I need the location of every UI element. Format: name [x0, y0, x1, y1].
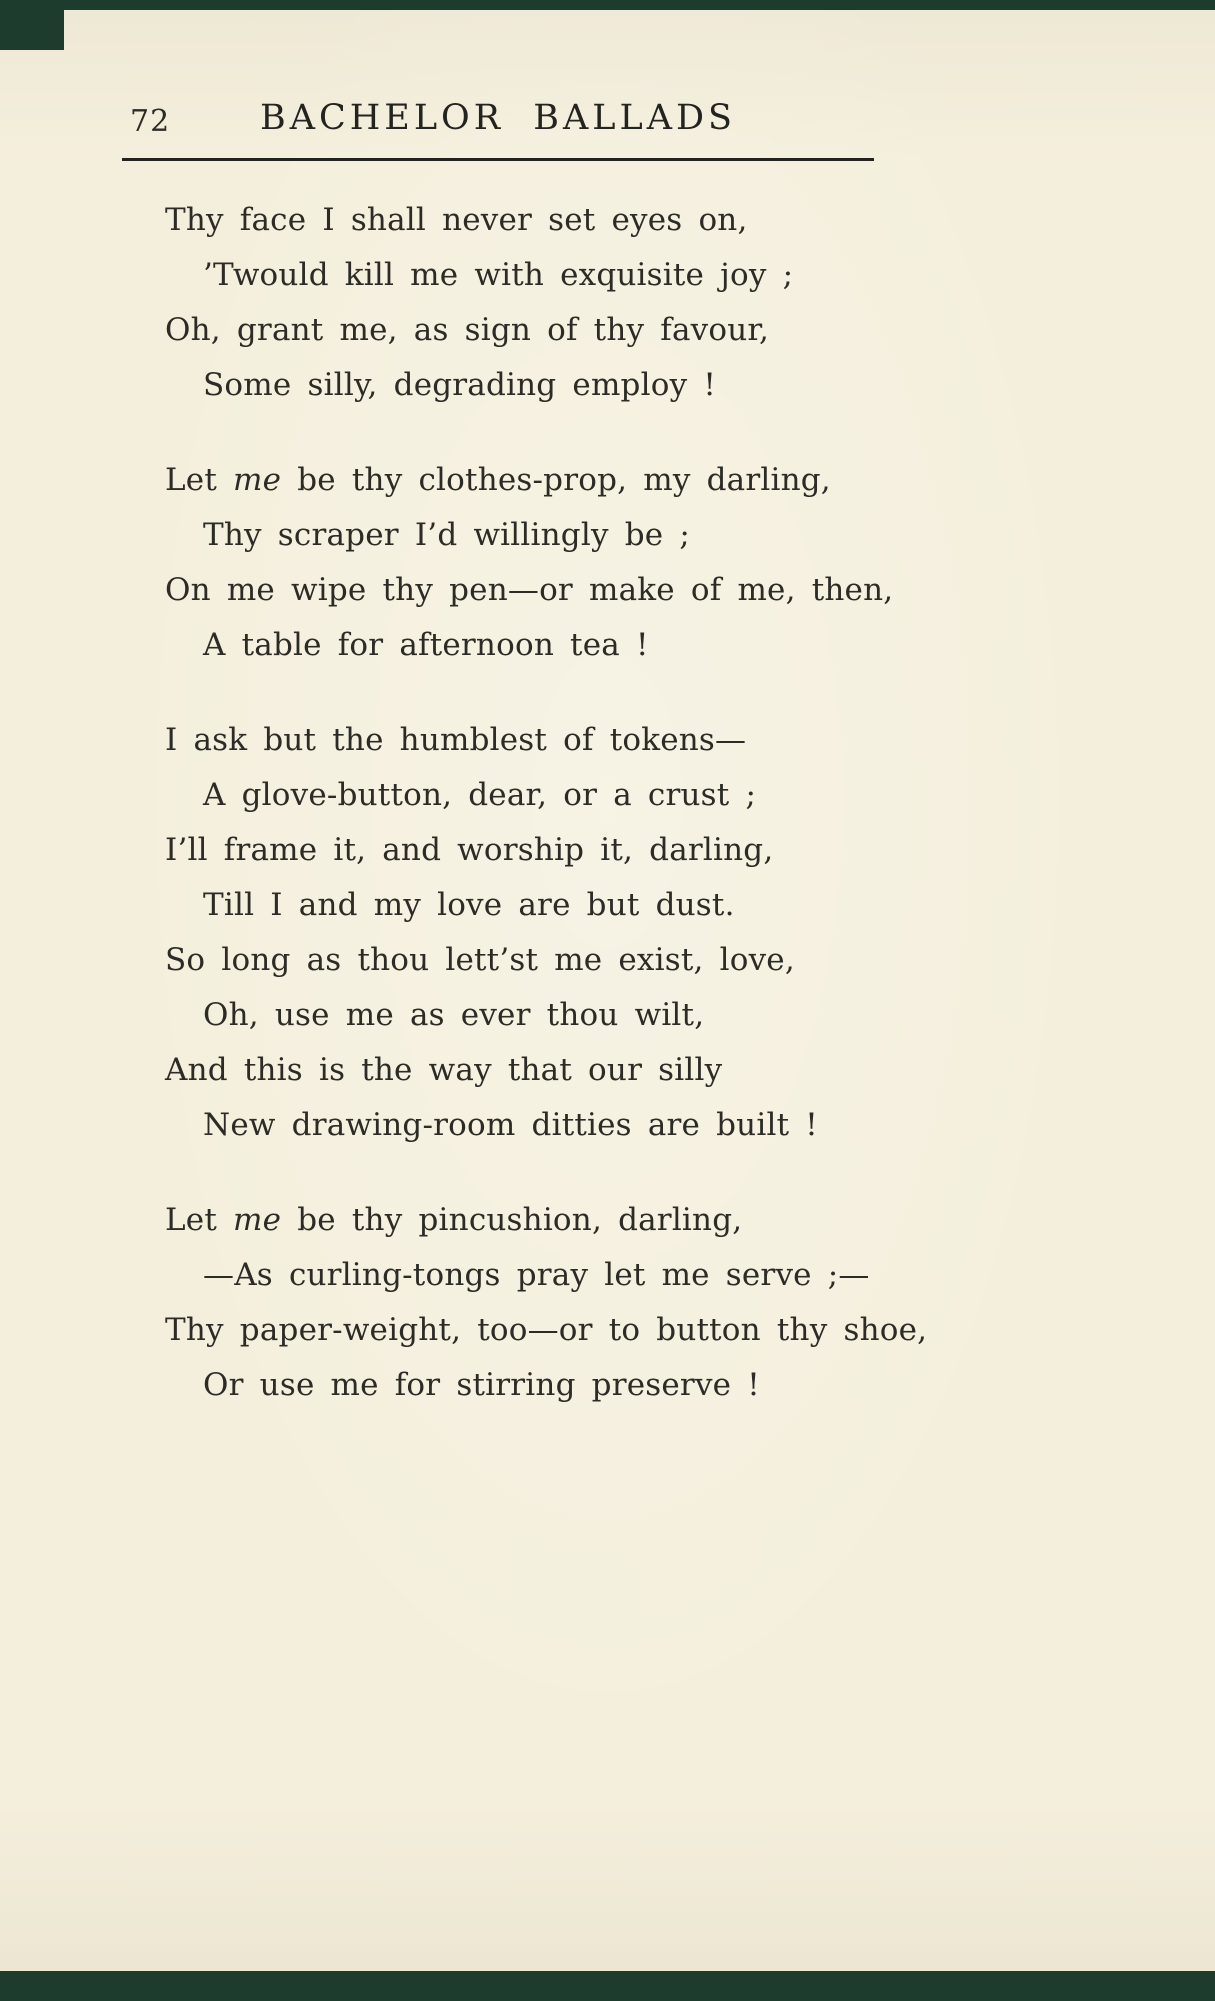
- binding-edge-bottom: [0, 1971, 1215, 2001]
- poem-line: Let me be thy pincushion, darling,: [165, 1202, 743, 1238]
- binding-edge-top: [0, 0, 1215, 10]
- poem-line: New drawing-room ditties are built !: [203, 1107, 818, 1143]
- header-rule: [122, 158, 874, 161]
- poem-line: Till I and my love are but dust.: [203, 887, 735, 923]
- stanza: [165, 1193, 1085, 1413]
- italic-word: me: [233, 1202, 282, 1238]
- poem-line: On me wipe thy pen—or make of me, then,: [165, 572, 894, 608]
- poem-line: Oh, grant me, as sign of thy favour,: [165, 312, 770, 348]
- poem-line: ’Twould kill me with exquisite joy ;: [203, 257, 794, 293]
- poem-line: Or use me for stirring preserve !: [203, 1367, 760, 1403]
- poem-line: And this is the way that our silly: [165, 1052, 723, 1088]
- poem: [165, 193, 1085, 1453]
- poem-line: Oh, use me as ever thou wilt,: [203, 997, 705, 1033]
- poem-line: Some silly, degrading employ !: [203, 367, 716, 403]
- stanza: [165, 713, 1085, 1153]
- page-header: [122, 98, 874, 150]
- running-title: BACHELOR BALLADS: [259, 98, 737, 138]
- poem-line: Thy scraper I’d willingly be ;: [203, 517, 691, 553]
- poem-line: A glove-button, dear, or a crust ;: [203, 777, 757, 813]
- poem-line: Thy paper-weight, too—or to button thy shoe,: [165, 1312, 928, 1348]
- poem-line: I’ll frame it, and worship it, darling,: [165, 832, 774, 868]
- stanza: [165, 193, 1085, 413]
- poem-line: Let me be thy clothes-prop, my darling,: [165, 462, 831, 498]
- poem-line: —As curling-tongs pray let me serve ;—: [203, 1257, 870, 1293]
- stanza: [165, 453, 1085, 673]
- poem-line: A table for afternoon tea !: [203, 627, 649, 663]
- poem-line: So long as thou lett’st me exist, love,: [165, 942, 795, 978]
- binding-corner-top-left: [0, 0, 64, 50]
- poem-line: Thy face I shall never set eyes on,: [165, 202, 748, 238]
- poem-line: I ask but the humblest of tokens—: [165, 722, 747, 758]
- italic-word: me: [233, 462, 282, 498]
- page-number: 72: [130, 104, 171, 139]
